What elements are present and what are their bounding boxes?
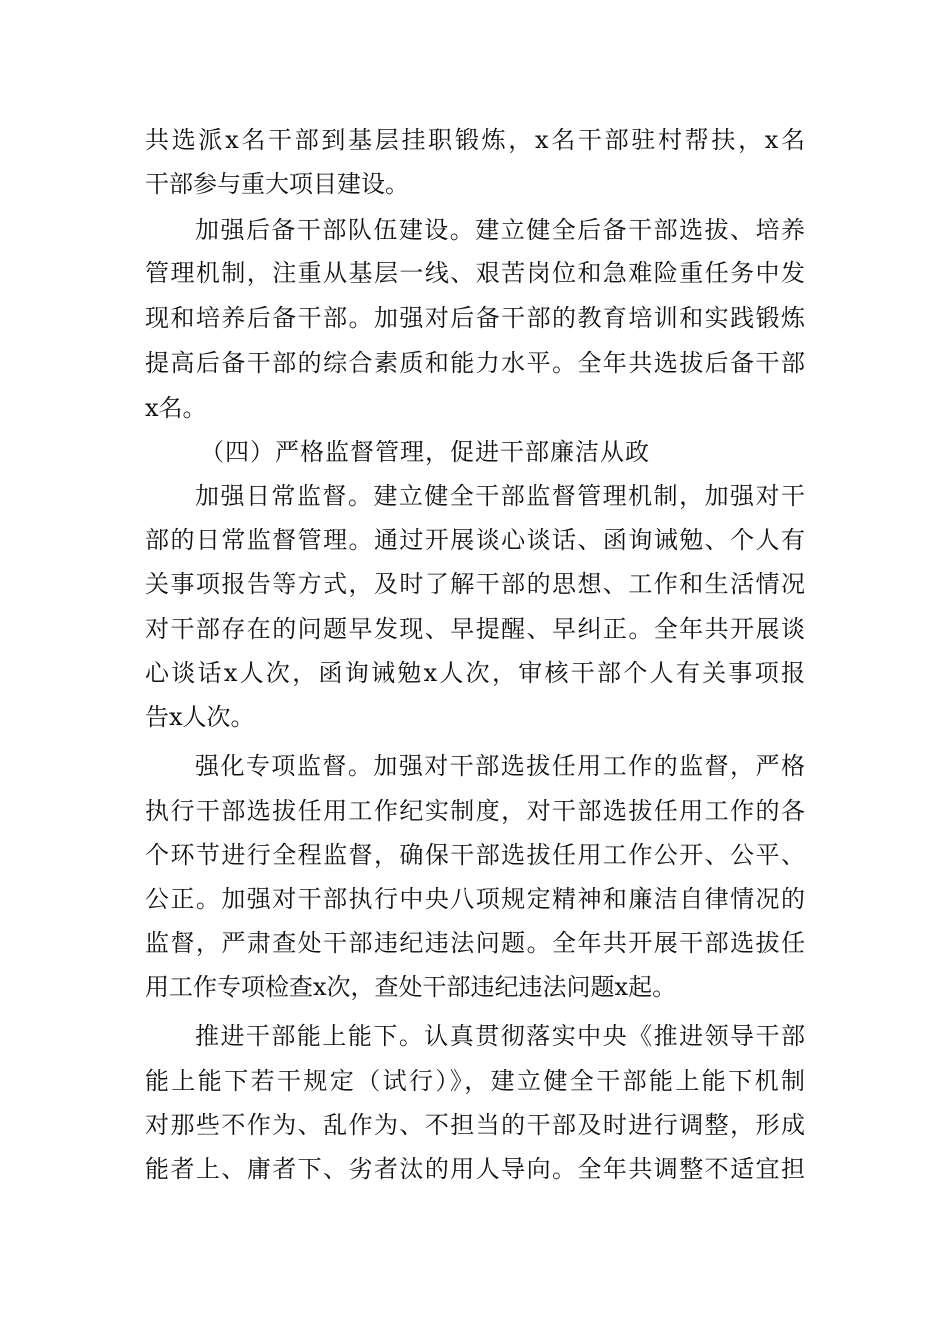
text-line: 执行干部选拔任用工作纪实制度，对干部选拔任用工作的各 [145, 797, 805, 825]
text-line: 共选派x名干部到基层挂职锻炼，x名干部驻村帮扶，x名 [145, 126, 805, 154]
text-line: 提高后备干部的综合素质和能力水平。全年共选拔后备干部 [145, 349, 805, 377]
text-line: 对那些不作为、乱作为、不担当的干部及时进行调整，形成 [145, 1111, 805, 1139]
text-line: 对干部存在的问题早发现、早提醒、早纠正。全年共开展谈 [145, 615, 805, 643]
heading-text: （四）严格监督管理，促进干部廉洁从政 [200, 438, 650, 466]
text-line: 心谈话x人次，函询诫勉x人次，审核干部个人有关事项报 [145, 659, 805, 687]
text-line: 部的日常监督管理。通过开展谈心谈话、函询诫勉、个人有 [145, 526, 805, 554]
text-line: 监督，严肃查处干部违纪违法问题。全年共开展干部选拔任 [145, 929, 805, 957]
text-line: 关事项报告等方式，及时了解干部的思想、工作和生活情况 [145, 570, 805, 598]
text-line: 强化专项监督。加强对干部选拔任用工作的监督，严格 [195, 752, 805, 780]
text-line: 能者上、庸者下、劣者汰的用人导向。全年共调整不适宜担 [145, 1155, 805, 1183]
text-line: x名。 [145, 394, 207, 422]
text-line: 推进干部能上能下。认真贯彻落实中央《推进领导干部 [195, 1022, 805, 1050]
text-line: 公正。加强对干部执行中央八项规定精神和廉洁自律情况的 [145, 885, 805, 913]
text-line: 加强日常监督。建立健全干部监督管理机制，加强对干 [195, 482, 805, 510]
text-line: 加强后备干部队伍建设。建立健全后备干部选拔、培养 [195, 216, 805, 244]
text-line: 个环节进行全程监督，确保干部选拔任用工作公开、公平、 [145, 841, 805, 869]
text-line: 能上能下若干规定（试行）》，建立健全干部能上能下机制 [145, 1067, 805, 1095]
text-line: 告x人次。 [145, 703, 255, 731]
text-line: 管理机制，注重从基层一线、艰苦岗位和急难险重任务中发 [145, 259, 805, 287]
text-line: 用工作专项检查x次，查处干部违纪违法问题x起。 [145, 973, 677, 1001]
text-line: 现和培养后备干部。加强对后备干部的教育培训和实践锻炼 [145, 304, 805, 332]
text-line: 干部参与重大项目建设。 [145, 170, 409, 198]
